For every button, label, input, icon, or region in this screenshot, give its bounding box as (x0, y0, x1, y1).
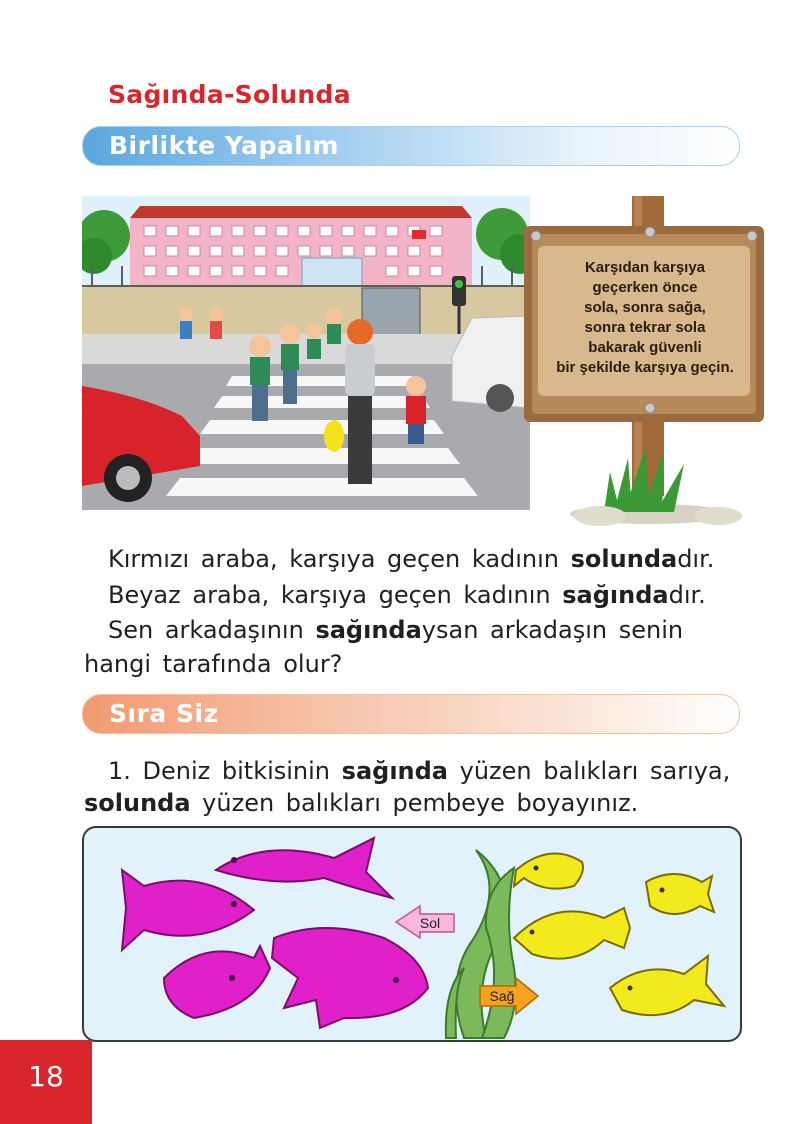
street-scene-svg (82, 196, 530, 510)
pink-fish (164, 946, 270, 1018)
yellow-fish (646, 874, 714, 914)
wooden-sign-illustration (524, 196, 768, 526)
arrow-right-label: Sağ (489, 988, 515, 1004)
bold-keyword: sağında (315, 616, 422, 644)
pink-fish (216, 838, 392, 898)
section-banner-label: Birlikte Yapalım (109, 131, 339, 160)
text-span: Sen arkadaşının (108, 616, 316, 644)
arrow-left-label: Sol (419, 915, 441, 931)
paragraph-line-1 (108, 543, 714, 575)
text-span: dır. (677, 545, 715, 573)
fish-scene-svg (84, 828, 740, 1040)
task-line-2 (84, 787, 638, 819)
fish-coloring-area (82, 826, 742, 1042)
sign-line: bir şekilde karşıya geçin. (556, 359, 734, 376)
page-title: Sağında-Solunda (108, 80, 351, 109)
bold-keyword: sağında (562, 581, 669, 609)
task-line-1 (108, 755, 730, 787)
text-span: yüzen balıkları pembeye boyayınız. (190, 789, 639, 817)
paragraph-line-2 (108, 579, 706, 611)
sign-line: sola, sonra sağa, (584, 299, 706, 316)
sign-text (544, 258, 746, 378)
text-span: Beyaz araba, karşıya geçen kadının (108, 581, 563, 609)
sign-line: geçerken önce (592, 279, 698, 296)
section-banner-label: Sıra Siz (109, 699, 219, 728)
yellow-fish (514, 853, 583, 888)
bold-keyword: solunda (570, 545, 678, 573)
yellow-fish (610, 956, 724, 1015)
text-span: dır. (668, 581, 706, 609)
paragraph-line-3 (108, 614, 683, 646)
street-crossing-illustration (82, 196, 530, 510)
text-span: yüzen balıkları sarıya, (448, 757, 731, 785)
page-number-box (0, 1040, 92, 1124)
bold-keyword: solunda (84, 789, 191, 817)
pink-fish (272, 928, 428, 1028)
pink-fish (122, 870, 254, 950)
section-banner-sira-siz (82, 694, 740, 734)
sign-line: sonra tekrar sola (584, 319, 706, 336)
sign-line: Karşıdan karşıya (584, 259, 706, 276)
bold-keyword: sağında (341, 757, 449, 785)
text-span: 1. Deniz bitkisinin (108, 757, 342, 785)
sign-line: bakarak güvenli (588, 339, 702, 356)
arrow-left-sol (396, 906, 454, 938)
page-number: 18 (28, 1060, 64, 1093)
paragraph-line-4: hangi tarafında olur? (84, 650, 343, 678)
text-span: ysan arkadaşın senin (421, 616, 684, 644)
section-banner-birlikte (82, 126, 740, 166)
text-span: Kırmızı araba, karşıya geçen kadının (108, 545, 571, 573)
